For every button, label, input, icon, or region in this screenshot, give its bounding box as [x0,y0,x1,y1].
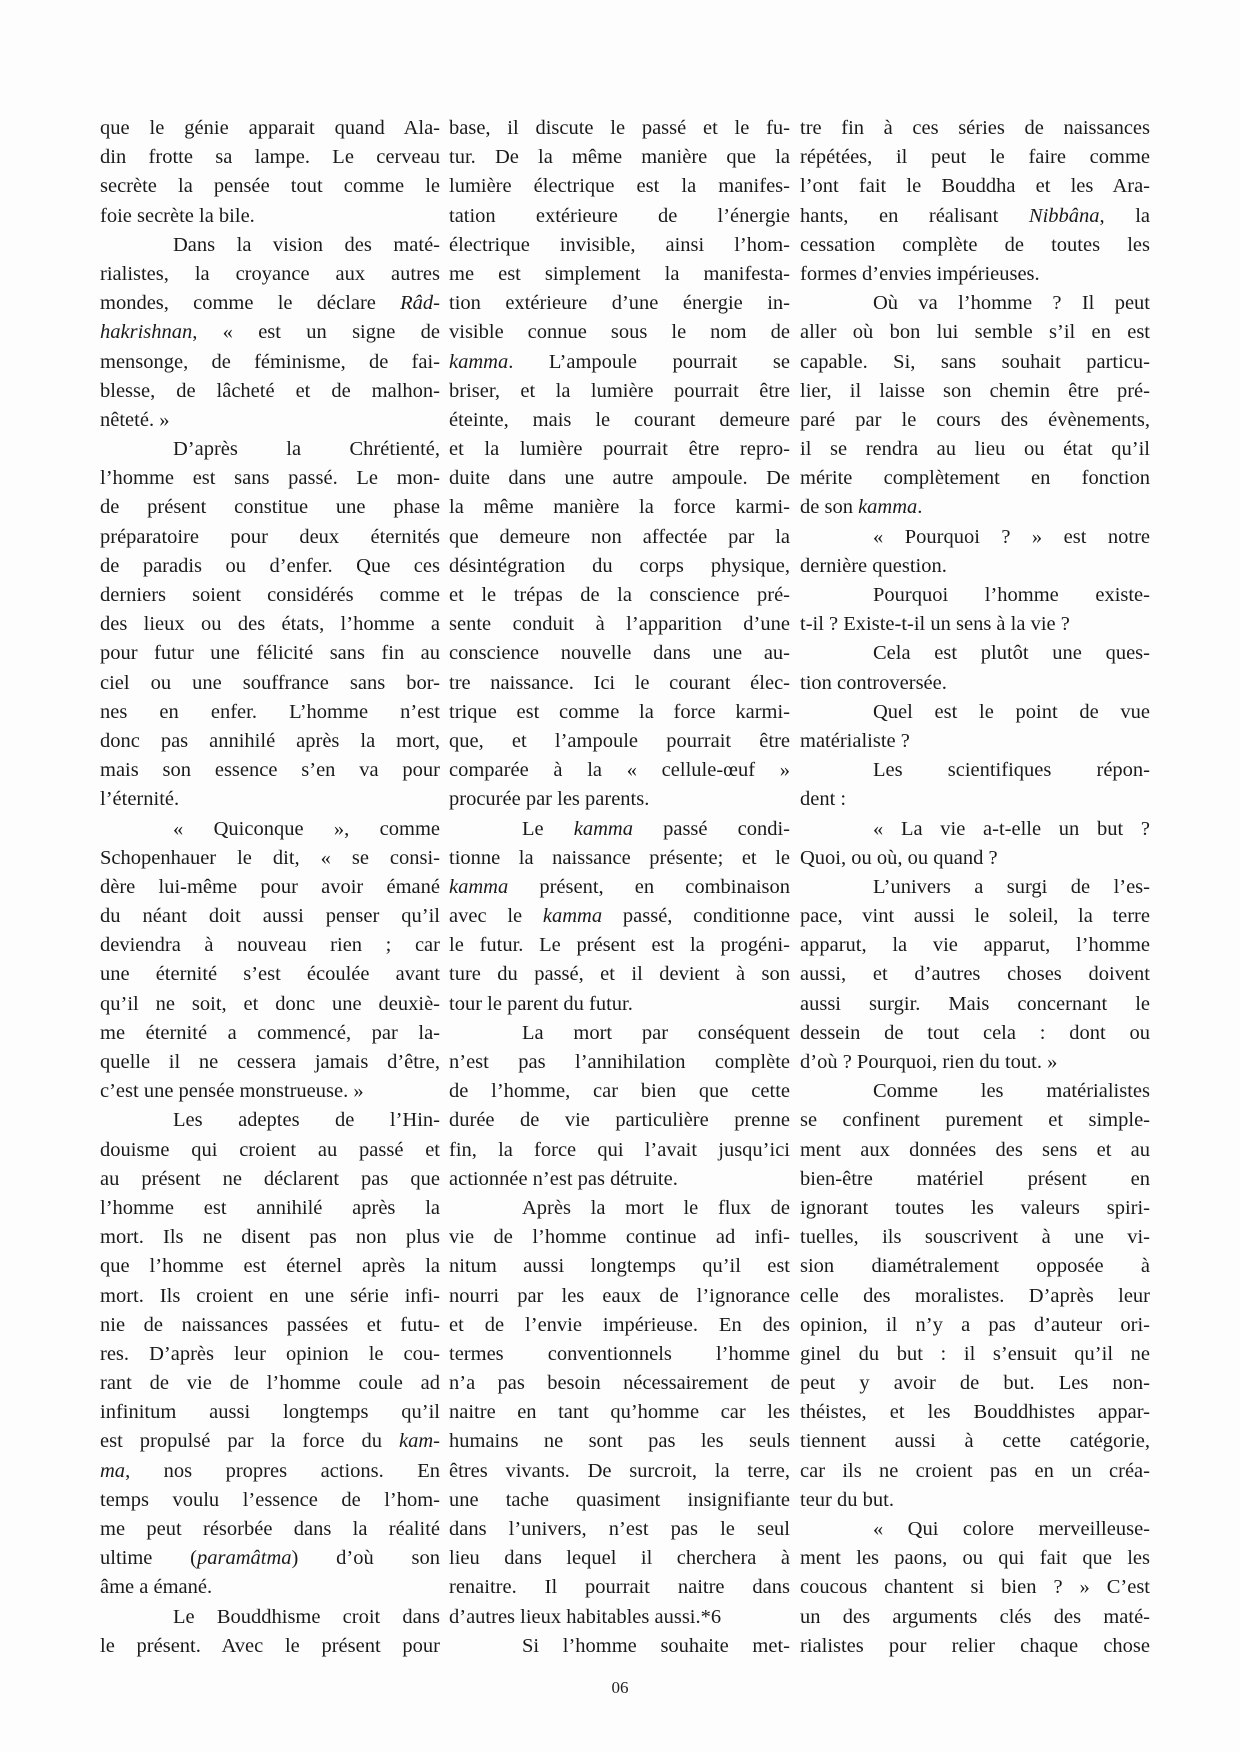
text-line: tionne la naissance présente; et le [449,846,790,869]
text-line: matérialiste ? [800,729,910,752]
text-line: hants, en réalisant Nibbâna, la [800,204,1151,227]
text-line: qu’il ne soit, et donc une deuxiè- [100,992,440,1015]
text-line: dans l’univers, n’est pas le seul [449,1518,790,1540]
text-line: dère lui-même pour avoir émané [100,875,440,898]
text-line: Cela est plutôt une ques- [873,642,1150,665]
text-line: tur. De la même manière que la [449,146,790,169]
text-line: secrète la pensée tout comme le [100,175,440,198]
text-line: renaitre. Il pourrait naitre dans [449,1576,790,1599]
text-line: il se rendra au lieu ou état qu’il [800,438,1150,461]
text-line: désintégration du corps physique, [449,554,790,577]
text-line: rialistes pour relier chaque chose [800,1634,1150,1657]
text-line: êtres vivants. De surcroit, la terre, [449,1459,790,1482]
text-line: bien-être matériel présent en [800,1167,1150,1190]
text-line: actionnée n’est pas détruite. [449,1167,678,1190]
text-line: car ils ne croient pas en un créa- [800,1459,1150,1482]
text-line: coucous chantent si bien ? » C’est [800,1576,1150,1599]
text-line: le présent. Avec le présent pour [100,1634,440,1657]
text-line: que l’homme est éternel après la [100,1255,440,1278]
text-line: électrique invisible, ainsi l’hom- [449,233,790,256]
text-line: durée de vie particulière prenne [449,1109,790,1132]
text-line: de son kamma. [800,496,923,519]
text-line: mort. Ils ne disent pas non plus [100,1226,440,1249]
text-column-1 [100,114,440,1661]
text-line: et de l’envie impérieuse. En des [449,1313,790,1336]
text-line: de paradis ou d’enfer. Que ces [100,554,440,577]
text-line: la même manière la force karmi- [449,496,790,519]
text-line: res. D’après leur opinion le cou- [100,1342,440,1365]
text-line: celle des moralistes. D’après leur [800,1284,1150,1307]
text-line: humains ne sont pas les seuls [449,1430,790,1453]
text-line: Où va l’homme ? Il peut [873,292,1150,315]
text-line: teur du but. [800,1488,894,1511]
text-column-3 [800,114,1150,1661]
text-line: âme a émané. [100,1576,213,1599]
text-line: ciel ou une souffrance sans bor- [100,671,440,694]
text-line: nie de naissances passées et futu- [100,1313,440,1336]
text-line: trique est comme la force karmi- [449,700,790,723]
text-line: conscience nouvelle dans une au- [449,642,790,665]
text-line: lumière électrique est la manifes- [449,175,790,198]
text-line: c’est une pensée monstrueuse. » [100,1080,364,1103]
text-line: vie de l’homme continue ad infi- [449,1226,790,1249]
text-line: une tache quasiment insignifiante [449,1488,790,1511]
text-line: « Quiconque », comme [173,817,440,840]
text-line: kamma. L’ampoule pourrait se [449,350,790,373]
text-line: aussi, et d’autres choses doivent [800,963,1150,986]
text-line: de présent constitue une phase [100,496,440,519]
text-line: base, il discute le passé et le fu- [449,117,790,139]
text-line: Pourquoi l’homme existe- [873,584,1150,606]
text-line: formes d’envies impérieuses. [800,262,1040,285]
text-line: se confinent purement et simple- [800,1109,1150,1132]
text-line: une éternité s’est écoulée avant [100,963,440,986]
text-line: D’après la Chrétienté, [173,438,440,461]
text-line: ultime (paramâtma) d’où son [100,1547,440,1570]
text-column-2 [449,114,790,1661]
text-line: répétées, il peut le faire comme [800,146,1150,169]
text-line: pour futur une félicité sans fin au [100,642,440,665]
text-line: quelle il ne cessera jamais d’être, [100,1051,440,1073]
text-line: Le Bouddhisme croit dans [173,1605,440,1628]
text-line: mondes, comme le déclare Râd- [100,292,440,315]
text-line: mérite complètement en fonction [800,467,1150,490]
text-line: mais son essence s’en va pour [100,759,440,782]
text-line: tiennent aussi à cette catégorie, [800,1430,1150,1453]
text-line: ture du passé, et il devient à son [449,963,790,986]
text-line: d’autres lieux habitables aussi.*6 [449,1605,722,1628]
text-line: l’éternité. [100,788,180,811]
text-line: Le kamma passé condi- [522,817,790,840]
text-line: « Qui colore merveilleuse- [873,1518,1150,1540]
text-line: et le trépas de la conscience pré- [449,584,790,606]
text-line: Schopenhauer le dit, « se consi- [100,846,440,869]
text-line: dernière question. [800,554,947,577]
text-line: mensonge, de féminisme, de fai- [100,350,440,373]
text-line: douisme qui croient au passé et [100,1138,440,1161]
text-line: procurée par les parents. [449,788,650,811]
text-line: Comme les matérialistes [873,1080,1150,1103]
text-line: briser, et la lumière pourrait être [449,379,790,402]
text-line: rant de vie de l’homme coule ad [100,1372,440,1395]
text-line: rialistes, la croyance aux autres [100,262,440,285]
text-line: ma, nos propres actions. En [100,1459,440,1482]
text-line: Dans la vision des maté- [173,233,440,256]
text-line: n’a pas besoin nécessairement de [449,1372,790,1395]
text-line: me éternité a commencé, par la- [100,1021,440,1044]
text-line: que demeure non affectée par la [449,525,790,548]
text-line: lieu dans lequel il cherchera à [449,1547,790,1570]
text-line: Quel est le point de vue [873,700,1150,723]
text-line: au présent ne déclarent pas que [100,1167,440,1190]
text-line: t-il ? Existe-t-il un sens à la vie ? [800,613,1070,636]
text-line: opinion, il n’y a pas d’auteur ori- [800,1313,1150,1336]
text-line: hakrishnan, « est un signe de [100,321,440,344]
text-line: le futur. Le présent est la progéni- [449,934,790,957]
text-line: nitum aussi longtemps qu’il est [449,1255,790,1278]
text-line: éteinte, mais le courant demeure [449,408,790,431]
text-line: termes conventionnels l’homme [449,1342,790,1365]
text-line: ignorant toutes les valeurs spiri- [800,1196,1150,1219]
text-line: fin, la force qui l’avait jusqu’ici [449,1138,790,1161]
text-line: sion diamétralement opposée à [800,1255,1150,1278]
text-line: peut y avoir de but. Les non- [800,1372,1150,1395]
text-line: avec le kamma passé, conditionne [449,905,790,928]
text-line: me peut résorbée dans la réalité [100,1518,440,1540]
text-line: blesse, de lâcheté et de malhon- [100,379,440,402]
text-line: un des arguments clés des maté- [800,1605,1150,1628]
text-line: paré par le cours des évènements, [800,408,1150,431]
text-line: nêteté. » [100,408,170,431]
text-line: tion controversée. [800,671,947,694]
text-line: dent : [800,788,847,811]
text-line: Quoi, ou où, ou quand ? [800,846,998,869]
text-line: d’où ? Pourquoi, rien du tout. » [800,1051,1058,1073]
text-line: tre fin à ces séries de naissances [800,117,1150,139]
text-line: Après la mort le flux de [522,1196,790,1219]
text-line: duite dans une autre ampoule. De [449,467,790,490]
text-line: l’homme est sans passé. Le mon- [100,467,440,490]
text-line: derniers soient considérés comme [100,584,440,606]
text-line: est propulsé par la force du kam- [100,1430,440,1453]
text-line: tour le parent du futur. [449,992,633,1015]
text-line: kamma présent, en combinaison [449,875,790,898]
text-line: infinitum aussi longtemps qu’il [100,1401,440,1424]
text-line: du néant doit aussi penser qu’il [100,905,440,928]
text-line: din frotte sa lampe. Le cerveau [100,146,440,169]
text-line: que le génie apparait quand Ala- [100,117,440,139]
text-line: tion extérieure d’une énergie in- [449,292,790,315]
text-line: ment aux données des sens et au [800,1138,1150,1161]
text-line: pace, vint aussi le soleil, la terre [800,905,1150,928]
text-line: et la lumière pourrait être repro- [449,438,790,461]
text-line: visible connue sous le nom de [449,321,790,344]
text-line: des lieux ou des états, l’homme a [100,613,440,636]
text-line: temps voulu l’essence de l’hom- [100,1488,440,1511]
text-line: préparatoire pour deux éternités [100,525,440,548]
text-line: nourri par les eaux de l’ignorance [449,1284,790,1307]
page-number: 06 [611,1678,629,1697]
text-line: naitre en tant qu’homme car les [449,1401,790,1424]
text-line: cessation complète de toutes les [800,233,1150,256]
text-line: tuelles, ils souscrivent à une vi- [800,1226,1150,1249]
text-line: capable. Si, sans souhait particu- [800,350,1150,373]
text-line: ginel du but : il s’ensuit qu’il ne [800,1342,1150,1365]
text-line: dessein de tout cela : dont ou [800,1021,1150,1044]
text-line: sente conduit à l’apparition d’une [449,613,790,636]
text-line: l’homme est annihilé après la [100,1196,440,1219]
text-line: deviendra à nouveau rien ; car [100,934,440,957]
text-line: L’univers a surgi de l’es- [873,875,1150,898]
text-line: l’ont fait le Bouddha et les Ara- [800,175,1150,198]
text-line: nes en enfer. L’homme n’est [100,700,440,723]
text-line: « Pourquoi ? » est notre [873,525,1150,548]
text-line: tre naissance. Ici le courant élec- [449,671,790,694]
text-line: théistes, et les Bouddhistes appar- [800,1401,1150,1424]
text-line: que, et l’ampoule pourrait être [449,729,790,752]
text-line: tation extérieure de l’énergie [449,204,790,227]
text-line: donc pas annihilé après la mort, [100,729,440,752]
text-line: aussi surgir. Mais concernant le [800,992,1150,1015]
text-line: foie secrète la bile. [100,204,255,227]
text-line: lier, il laisse son chemin être pré- [800,379,1150,402]
text-line: me est simplement la manifesta- [449,262,790,285]
text-line: Les scientifiques répon- [873,759,1150,782]
text-line: n’est pas l’annihilation complète [449,1051,790,1073]
text-line: de l’homme, car bien que cette [449,1080,790,1103]
text-line: ment les paons, ou qui fait que les [800,1547,1150,1570]
text-line: comparée à la « cellule-œuf » [449,759,790,782]
text-line: Si l’homme souhaite met- [522,1634,790,1657]
text-line: mort. Ils croient en une série infi- [100,1284,440,1307]
text-line: « La vie a-t-elle un but ? [873,817,1150,840]
text-line: Les adeptes de l’Hin- [173,1109,440,1132]
text-line: apparut, la vie apparut, l’homme [800,934,1150,957]
text-line: La mort par conséquent [522,1021,790,1044]
text-line: aller où bon lui semble s’il en est [800,321,1150,344]
